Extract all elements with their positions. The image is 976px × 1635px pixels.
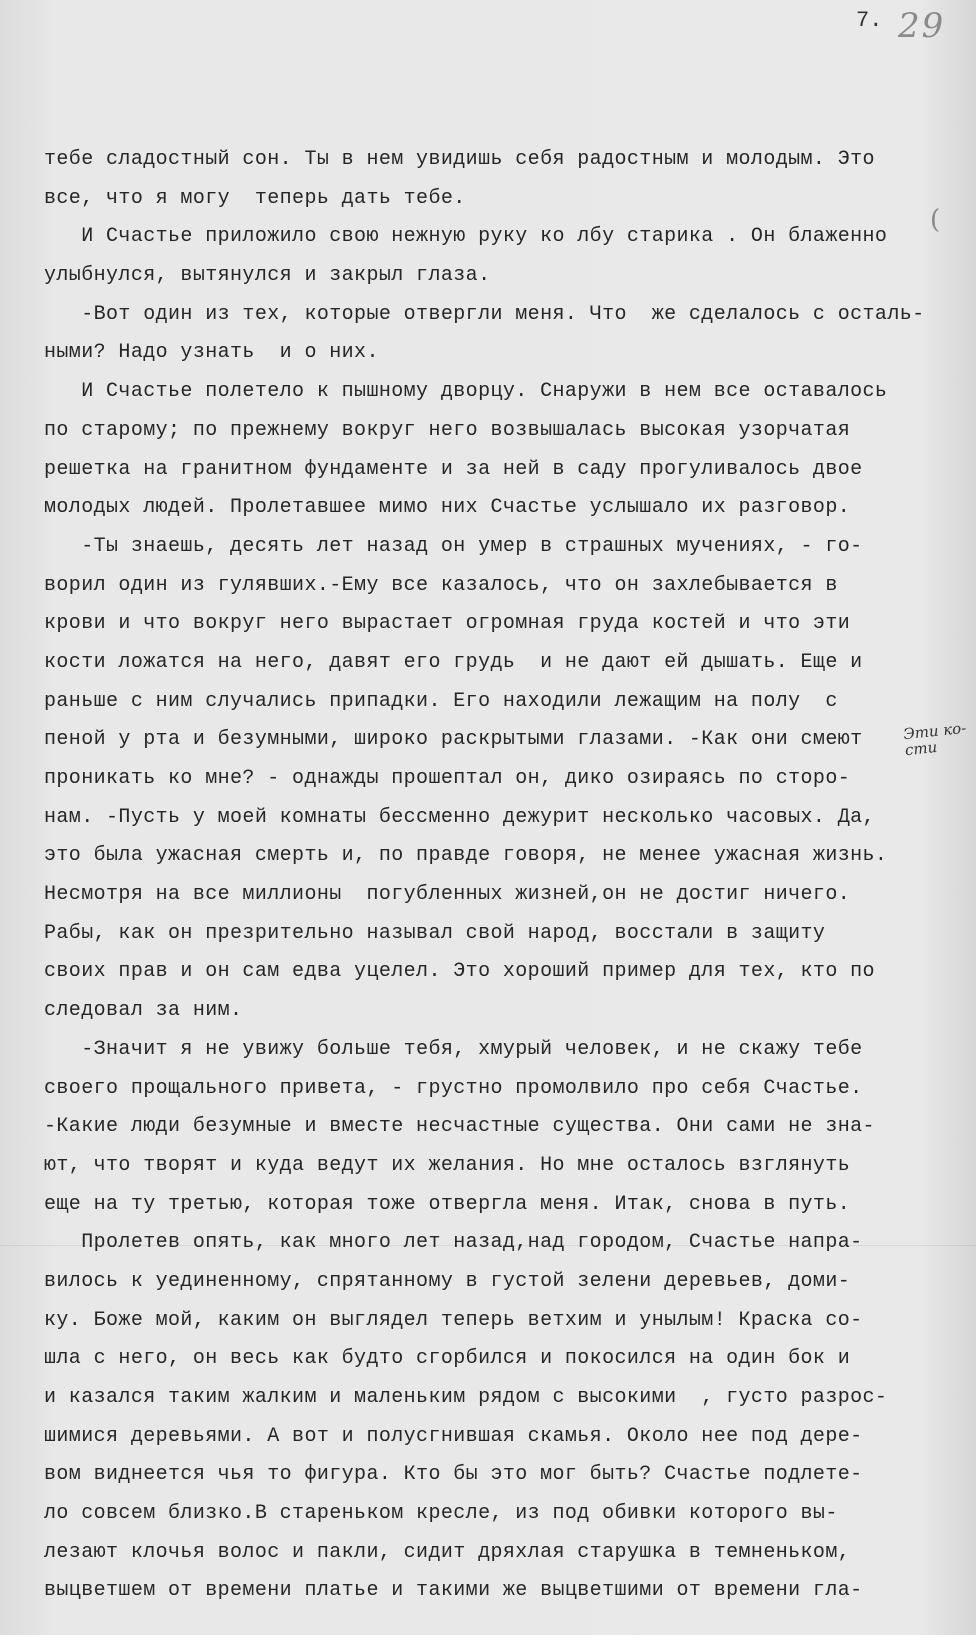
text-line: -Ты знаешь, десять лет назад он умер в страшных мучениях, - го- (44, 534, 863, 558)
text-line: -Какие люди безумные и вместе несчастные существа. Они сами не зна- (44, 1115, 875, 1139)
text-line: ку. Боже мой, каким он выглядел теперь ветхим и унылым! Краска со- (44, 1308, 863, 1332)
text-line: вилось к уединенному, спрятанному в густой зелени деревьев, доми- (44, 1269, 851, 1293)
text-line: ло совсем близко.В стареньком кресле, из под обивки которого вы- (44, 1502, 838, 1526)
text-line: все, что я могу теперь дать тебе. (44, 186, 466, 210)
text-line: тебе сладостный сон. Ты в нем увидишь себя радостным и молодым. Это (44, 148, 875, 171)
text-line: Пролетев опять, как много лет назад,над городом, Счастье напра- (44, 1231, 863, 1255)
text-line: молодых людей. Пролетавшее мимо них Счастье услышало их разговор. (44, 496, 851, 520)
text-line: своих прав и он сам едва уцелел. Это хороший пример для тех, кто по (44, 960, 875, 984)
text-line: решетка на гранитном фундаменте и за ней в саду прогуливалось двое (44, 457, 863, 481)
text-line: -Вот один из тех, которые отвергли меня. Что же сделалось с осталь- (44, 302, 925, 326)
text-line: и казался таким жалким и маленьким рядом с высокими , густо разрос- (44, 1386, 888, 1409)
text-line: лезают клочья волос и пакли, сидит дряхлая старушка в темненьком, (44, 1540, 851, 1564)
text-line: кости ложатся на него, давят его грудь и не дают ей дышать. Еще и (44, 650, 863, 674)
margin-bracket-mark: ( (930, 205, 941, 235)
text-line: шимися деревьями. А вот и полусгнившая скамья. Около нее под дере- (44, 1424, 863, 1448)
archive-page-number: 29 (898, 6, 946, 46)
text-line: крови и что вокруг него вырастает огромная груда костей и что эти (44, 612, 851, 636)
text-line: И Счастье полетело к пышному дворцу. Снаружи в нем все оставалось (44, 380, 888, 404)
text-line: -Значит я не увижу больше тебя, хмурый человек, и не скажу тебе (44, 1037, 863, 1061)
page-number: 7. (856, 8, 883, 33)
text-line: следовал за ним. (44, 999, 243, 1023)
text-line: ют, что творят и куда ведут их желания. Но мне осталось взглянуть (44, 1153, 851, 1177)
text-line: раньше с ним случались припадки. Его находили лежащим на полу с (44, 689, 838, 713)
typewritten-text (44, 141, 944, 1611)
text-line: это была ужасная смерть и, по правде говоря, не менее ужасная жизнь. (44, 844, 888, 868)
text-line: еще на ту третью, которая тоже отвергла меня. Итак, снова в путь. (44, 1192, 851, 1216)
margin-note-line: Эти ко- (902, 718, 968, 744)
text-line: Рабы, как он презрительно называл свой народ, восстали в защиту (44, 921, 826, 945)
text-line: нам. -Пусть у моей комнаты бессменно дежурит несколько часовых. Да, (44, 805, 875, 829)
text-line: по старому; по прежнему вокруг него возвышалась высокая узорчатая (44, 418, 851, 442)
text-line: выцветшем от времени платье и такими же выцветшими от времени гла- (44, 1579, 863, 1603)
text-line: ными? Надо узнать и о них. (44, 341, 379, 365)
text-line: проникать ко мне? - однажды прошептал он, дико озираясь по сторо- (44, 767, 851, 790)
text-line: своего прощального привета, - грустно промолвило про себя Счастье. (44, 1076, 863, 1100)
text-line: улыбнулся, вытянулся и закрыл глаза. (44, 264, 491, 288)
text-line: И Счастье приложило свою нежную руку ко лбу старика . Он блаженно (44, 225, 888, 249)
text-line: ворил один из гулявших.-Ему все казалось, что он захлебывается в (44, 573, 838, 597)
text-line: пеной у рта и безумными, широко раскрытыми глазами. -Как они смеют (44, 728, 863, 752)
text-line: вом виднеется чья то фигура. Кто бы это мог быть? Счастье подлете- (44, 1463, 863, 1487)
margin-note-line: сти (904, 737, 939, 760)
text-line: шла с него, он весь как будто сгорбился и покосился на один бок и (44, 1347, 851, 1371)
text-line: Несмотря на все миллионы погубленных жизней,он не достиг ничего. (44, 883, 851, 907)
